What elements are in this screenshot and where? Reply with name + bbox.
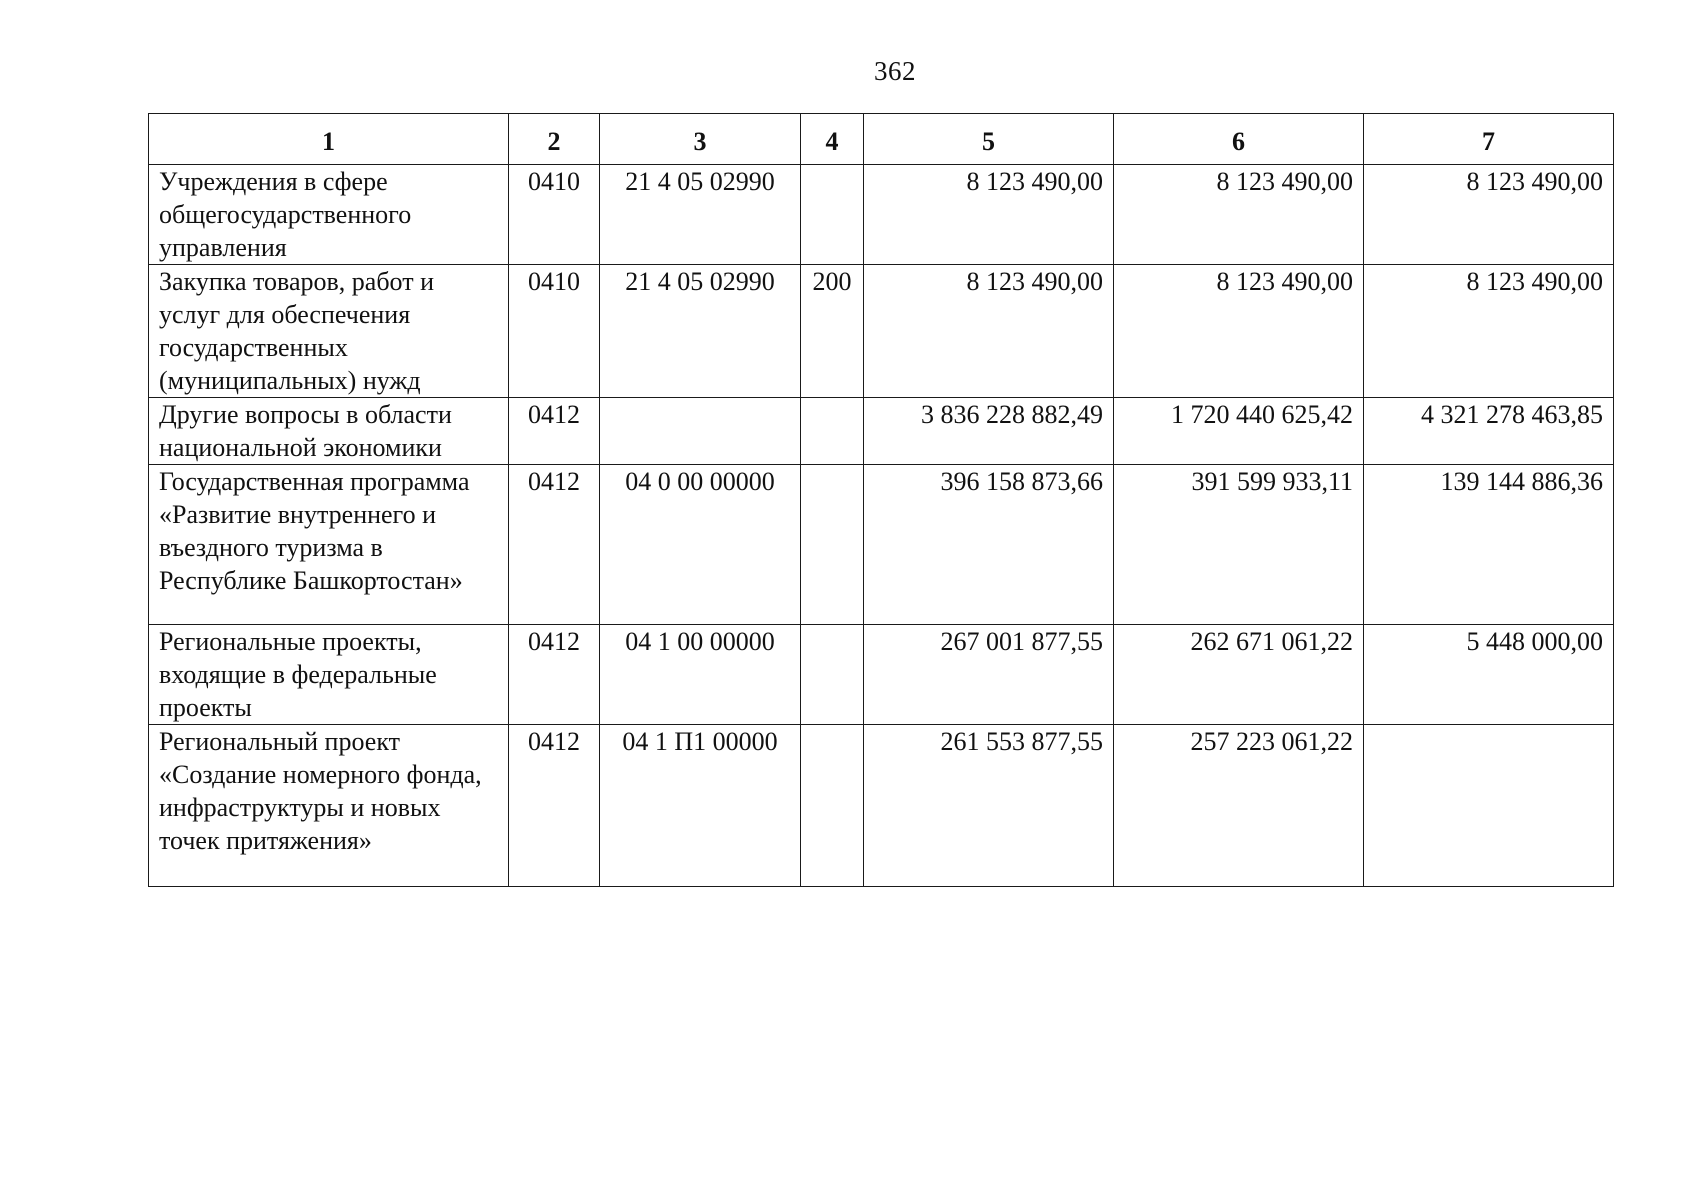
table-row <box>149 165 1614 265</box>
column-header: 2 <box>509 114 600 165</box>
amount-col7-cell <box>1364 725 1614 887</box>
section-code-cell: 0412 <box>509 625 600 725</box>
table-header-row <box>149 114 1614 165</box>
amount-col5-cell: 8 123 490,00 <box>864 265 1114 398</box>
amount-col7-cell: 4 321 278 463,85 <box>1364 398 1614 465</box>
table-row <box>149 398 1614 465</box>
expense-type-cell <box>801 165 864 265</box>
column-header: 5 <box>864 114 1114 165</box>
section-code-cell: 0410 <box>509 165 600 265</box>
expense-type-cell <box>801 625 864 725</box>
section-code-cell: 0412 <box>509 398 600 465</box>
row-name-cell: Учреждения в сфере общегосударственного управления <box>149 165 509 265</box>
row-name-cell: Региональный проект «Создание номерного фонда, инфраструктуры и новых точек притяжения» <box>149 725 509 887</box>
amount-col7-cell: 139 144 886,36 <box>1364 465 1614 625</box>
target-code-cell: 04 1 00 00000 <box>600 625 801 725</box>
amount-col7-cell: 8 123 490,00 <box>1364 165 1614 265</box>
amount-col5-cell: 396 158 873,66 <box>864 465 1114 625</box>
expense-type-cell: 200 <box>801 265 864 398</box>
table-row <box>149 625 1614 725</box>
amount-col5-cell: 8 123 490,00 <box>864 165 1114 265</box>
expense-type-cell <box>801 725 864 887</box>
amount-col5-cell: 261 553 877,55 <box>864 725 1114 887</box>
target-code-cell: 21 4 05 02990 <box>600 265 801 398</box>
row-name-cell: Региональные проекты, входящие в федеральные проекты <box>149 625 509 725</box>
section-code-cell: 0410 <box>509 265 600 398</box>
table-row <box>149 265 1614 398</box>
column-header: 7 <box>1364 114 1614 165</box>
target-code-cell: 04 1 П1 00000 <box>600 725 801 887</box>
amount-col6-cell: 262 671 061,22 <box>1114 625 1364 725</box>
target-code-cell: 04 0 00 00000 <box>600 465 801 625</box>
row-name-cell: Закупка товаров, работ и услуг для обеспечения государственных (муниципальных) нужд <box>149 265 509 398</box>
column-header: 4 <box>801 114 864 165</box>
amount-col6-cell: 1 720 440 625,42 <box>1114 398 1364 465</box>
page-number: 362 <box>874 56 916 86</box>
amount-col6-cell: 391 599 933,11 <box>1114 465 1364 625</box>
amount-col6-cell: 257 223 061,22 <box>1114 725 1364 887</box>
amount-col6-cell: 8 123 490,00 <box>1114 265 1364 398</box>
expense-type-cell <box>801 398 864 465</box>
section-code-cell: 0412 <box>509 725 600 887</box>
amount-col6-cell: 8 123 490,00 <box>1114 165 1364 265</box>
row-name-cell: Государственная программа «Развитие внутреннего и въездного туризма в Республике Башкортостан» <box>149 465 509 625</box>
section-code-cell: 0412 <box>509 465 600 625</box>
amount-col7-cell: 5 448 000,00 <box>1364 625 1614 725</box>
target-code-cell: 21 4 05 02990 <box>600 165 801 265</box>
column-header: 1 <box>149 114 509 165</box>
amount-col5-cell: 3 836 228 882,49 <box>864 398 1114 465</box>
column-header: 6 <box>1114 114 1364 165</box>
column-header: 3 <box>600 114 801 165</box>
table-row <box>149 465 1614 625</box>
target-code-cell <box>600 398 801 465</box>
expense-type-cell <box>801 465 864 625</box>
budget-table <box>148 113 1614 887</box>
row-name-cell: Другие вопросы в области национальной экономики <box>149 398 509 465</box>
amount-col7-cell: 8 123 490,00 <box>1364 265 1614 398</box>
amount-col5-cell: 267 001 877,55 <box>864 625 1114 725</box>
table-row <box>149 725 1614 887</box>
